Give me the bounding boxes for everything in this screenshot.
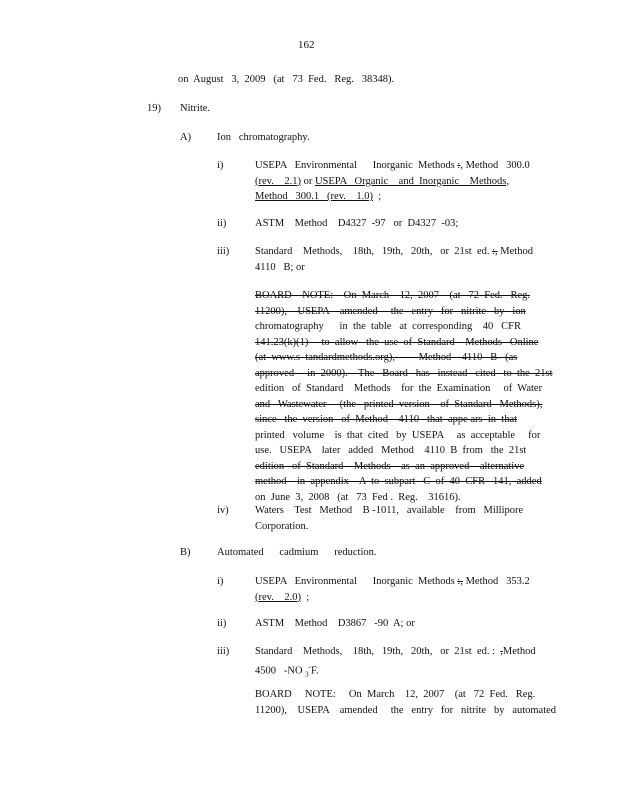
a-iv-line-1: Waters Test Method B -1011, available from Millipore [255, 505, 524, 516]
a-iii-label: iii) [217, 246, 230, 257]
item-19-title: Nitrite. [180, 103, 211, 114]
b-i-label: i) [217, 576, 224, 587]
board-line-8: and Wastewater (the printed version of Standard Methods), [255, 398, 543, 410]
board-line-7: edition of Standard Methods for the Examination of Water [255, 383, 543, 394]
b-iii-text [255, 644, 536, 683]
a-ii-text: ASTM Method D4327 -97 or D4327 -03; [255, 218, 459, 229]
section-a-label: A) [180, 132, 192, 143]
a-board-note [255, 288, 553, 505]
board-line-12: edition of Standard Methods as an approved alternative [255, 460, 525, 472]
board-line-5: (at www.s tandardmethods.org), Method 4110 B (as [255, 352, 518, 363]
a-i-line-3: Method 300.1 (rev. 1.0) ; [255, 191, 382, 202]
section-a-title: Ion chromatography. [217, 132, 310, 143]
board-line-2: 11200), USEPA amended the entry for nitrite by ion [255, 305, 526, 317]
board-line-14: on June 3, 2008 (at 73 Fed . Reg. 31616). [255, 491, 461, 503]
a-i-text [255, 158, 530, 205]
b-iii-line-2: 4500 -NO $_3$-F. [255, 662, 319, 679]
b-ii-text: ASTM Method D3867 -90 A; or [255, 618, 415, 629]
a-iv-label: iv) [217, 505, 229, 516]
board-line-4: 141.23(k)(1) to allow the use of Standard Methods Online [255, 336, 539, 348]
a-i-line-2: (rev. 2.1) or USEPA Organic and Inorganic Methods, [255, 175, 510, 187]
board-line-6: approved in 2000). The Board has instead cited to the 21st [255, 367, 553, 379]
section-b-label: B) [180, 547, 191, 558]
a-i-line-1: USEPA Environmental Inorganic Methods :, Method 300.0 [255, 160, 530, 171]
board-line-13: method in appendix A to subpart C of 40 CFR 141, added [255, 476, 542, 487]
page-number: 162 [298, 39, 315, 51]
continuation-line: on August 3, 2009 (at 73 Fed. Reg. 38348). [178, 74, 395, 85]
board-line-9: since the version of Method 4110 that appe ars in that [255, 414, 518, 425]
board-line-3: chromatography in the table at corresponding 40 CFR [255, 321, 521, 332]
a-iii-line-2: 4110 B; or [255, 261, 305, 273]
a-i-label: i) [217, 160, 224, 171]
board-line-10: printed volume is that cited by USEPA as acceptable for [255, 429, 541, 441]
item-19-number: 19) [147, 103, 161, 114]
b-board-line-2: 11200), USEPA amended the entry for nitrite by automated [255, 704, 557, 716]
b-ii-label: ii) [217, 618, 227, 629]
b-iii-line-1: Standard Methods, 18th, 19th, 20th, or 21st ed. : ,Method [255, 646, 536, 657]
b-board-note [255, 687, 557, 718]
a-ii-label: ii) [217, 218, 227, 229]
board-line-11: use. USEPA later added Method 4110 B from the 21st [255, 445, 527, 456]
a-iv-text [255, 503, 524, 534]
b-board-line-1: BOARD NOTE: On March 12, 2007 (at 72 Fed. Reg. [255, 689, 536, 700]
a-iii-line-1: Standard Methods, 18th, 19th, 20th, or 21st ed. :, Method [255, 246, 533, 257]
section-b-title: Automated cadmium reduction. [217, 547, 377, 558]
b-i-text [255, 574, 530, 605]
board-line-1: BOARD NOTE: On March 12, 2007 (at 72 Fed. Reg. [255, 290, 531, 301]
b-i-line-1: USEPA Environmental Inorganic Methods :, Method 353.2 [255, 576, 530, 587]
b-iii-label: iii) [217, 646, 230, 657]
a-iv-line-2: Corporation. [255, 520, 309, 532]
b-i-line-2: (rev. 2.0) ; [255, 591, 310, 603]
a-iii-text [255, 244, 533, 275]
